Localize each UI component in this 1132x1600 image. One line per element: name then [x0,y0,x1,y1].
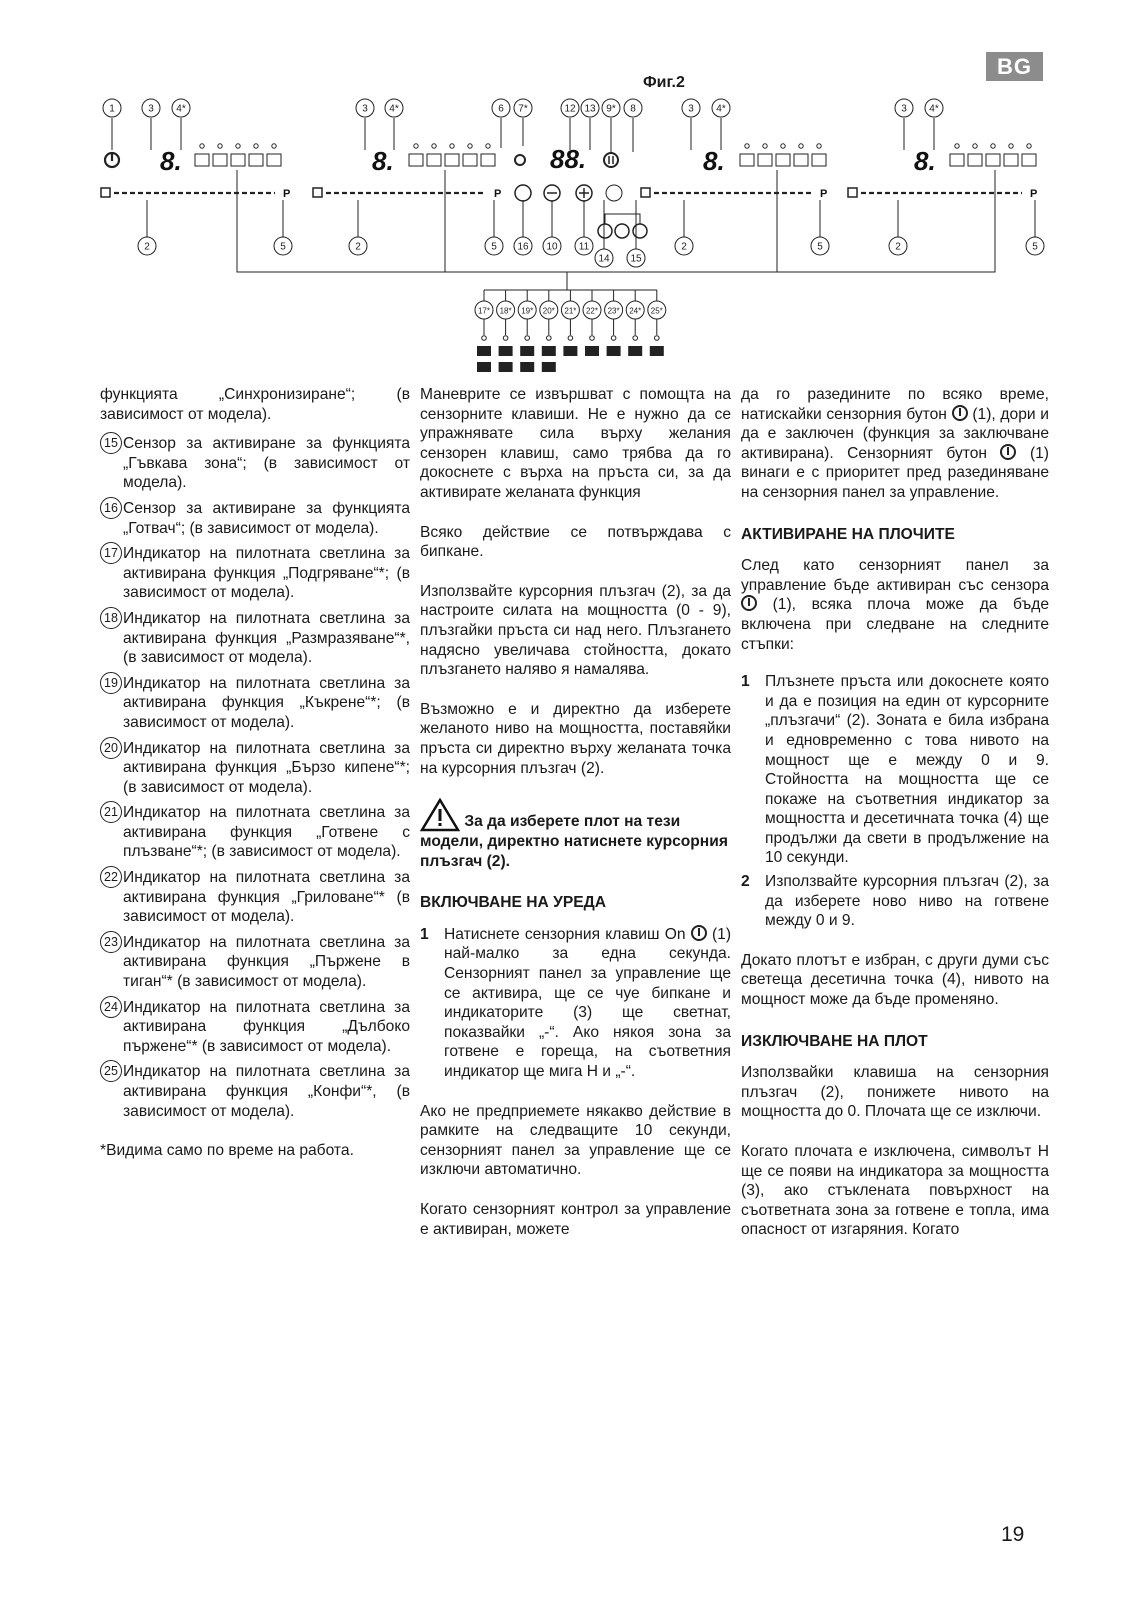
item-text: Индикатор на пилотната светлина за активирана функция „Къкрене“*; (в зависимост от модела). [123,674,410,731]
callout-5 [811,237,829,255]
led-dot [254,144,258,148]
text-span: (1) винаги е с приоритет пред разединяване на сензорния панел за управление. [741,444,1049,501]
svg-text:4*: 4* [929,103,939,115]
level-indicator [968,154,982,166]
func-led [503,336,508,341]
callout-5 [485,237,503,255]
function-icon [563,346,577,356]
svg-text:16: 16 [517,241,529,253]
callout-2 [675,237,693,255]
callout-14 [595,249,613,267]
item-number-badge: 21 [100,801,122,823]
led-dot [745,144,749,148]
text-span: (1), всяка плоча може да бъде включена при следване на следните стъпки: [741,596,1049,653]
paragraph: Когато сензорният контрол за управление е активиран, можете [420,1201,731,1238]
legend-item [100,803,410,862]
callout-3 [142,99,160,117]
item-text: Индикатор на пилотната светлина за активирана функция „Подгряване“*; (в зависимост от модела). [123,545,410,602]
svg-text:4*: 4* [176,103,186,115]
item-number-badge: 15 [100,432,122,454]
warning-triangle-icon [420,798,460,832]
level-indicator [1004,154,1018,166]
level-indicator [740,154,754,166]
level-indicator [213,154,227,166]
lock-icon [515,155,525,165]
led-dot [414,144,418,148]
svg-text:23*: 23* [607,306,620,316]
function-icon [628,346,642,356]
svg-text:10: 10 [546,241,558,253]
legend-item [100,868,410,927]
item-text: Индикатор на пилотната светлина за активирана функция „Конфи“*, (в зависимост от модела). [123,1063,410,1120]
svg-text:5: 5 [280,241,286,253]
item-number-badge: 25 [100,1060,122,1082]
callout-2 [889,237,907,255]
level-indicator [195,154,209,166]
callout-15 [627,249,645,267]
svg-text:21*: 21* [564,306,577,316]
level-indicator [445,154,459,166]
svg-text:24*: 24* [629,306,642,316]
led-dot [955,144,959,148]
paragraph: Използвайки клавиша на сензорния плъзгач (2), понижете нивото на мощността до 0. Плочата ще се изключи. [741,1064,1049,1121]
paragraph: Всяко действие се потвърждава с бипкане. [420,523,731,561]
svg-text:4*: 4* [716,103,726,115]
power-level-display: 8. [160,146,182,176]
svg-text:5: 5 [817,241,823,253]
paragraph: Докато плотът е избран, с други думи със светеща десетична точка (4), нивото на мощност може да бъде променяно. [741,951,1049,1009]
callout-16 [514,237,532,255]
function-icon [477,362,491,372]
column-3 [741,385,1049,1250]
callout-10 [543,237,561,255]
item-number-badge: 20 [100,737,122,759]
svg-text:5: 5 [1032,241,1038,253]
callout-12 [561,99,579,117]
level-indicator [950,154,964,166]
callout-7-star [514,99,532,117]
zone-select-icon [641,188,650,197]
item-number-badge: 18 [100,607,122,629]
callout-2 [138,237,156,255]
func-led [611,336,616,341]
paragraph: Възможно е и директно да изберете желаното ниво на мощността, поставяйки пръста си директно върху желаната точка на курсорния плъзгач (2). [420,700,731,777]
led-dot [272,144,276,148]
callout-22-star [583,301,601,319]
column-2 [420,385,731,1249]
led-dot [763,144,767,148]
svg-text:12: 12 [564,103,576,115]
svg-text:3: 3 [688,103,694,115]
svg-text:11: 11 [578,241,590,253]
svg-text:9*: 9* [606,103,616,115]
step [741,672,1049,868]
callout-25-star [648,301,666,319]
level-indicator [776,154,790,166]
led-dot [432,144,436,148]
pause-icon [604,153,618,167]
timer-display: 88. [550,144,587,174]
paragraph: Когато плочата е изключена, символът H ще се появи на индикатора за мощността (3), ако стъклената повърхност на съответната зона за готвене е топла, има опасност от изгаряния. Когато [741,1143,1049,1239]
led-dot [450,144,454,148]
svg-text:8: 8 [630,103,636,115]
callout-8 [624,99,642,117]
svg-text:2: 2 [355,241,361,253]
figure-title: Фиг.2 [643,74,685,91]
timer-key-icon [606,185,622,201]
svg-text:22*: 22* [585,306,599,316]
function-icon [542,362,556,372]
zone-select-icon [101,188,110,197]
callout-3 [682,99,700,117]
warning-text: За да изберете плот на тези модели, директно натиснете курсорния плъзгач (2). [420,813,728,870]
led-dot [1009,144,1013,148]
func-led [590,336,595,341]
item-text: Индикатор на пилотната светлина за активирана функция „Дълбоко пържене“* (в зависимост от модела). [123,998,410,1055]
legend-item [100,674,410,733]
step [741,872,1049,931]
svg-text:2: 2 [144,241,150,253]
footnote: *Видима само по време на работа. [100,1142,354,1160]
item-text: Сензор за активиране за функцията „Готвач“; (в зависимост от модела). [123,499,410,537]
callout-3 [356,99,374,117]
led-dot [973,144,977,148]
step-number: 2 [741,873,750,891]
level-indicator [231,154,245,166]
callout-4-star [712,99,730,117]
led-dot [799,144,803,148]
power-level-display: 8. [372,146,394,176]
section-heading: ИЗКЛЮЧВАНЕ НА ПЛОТ [741,1032,928,1050]
svg-text:3: 3 [148,103,154,115]
callout-1 [103,99,121,117]
power-level-display: 8. [914,146,936,176]
callout-3 [895,99,913,117]
step [420,925,731,1082]
callout-21-star [561,301,579,319]
svg-text:15: 15 [630,253,642,265]
svg-text:18*: 18* [499,306,512,316]
svg-text:2: 2 [681,241,687,253]
func-led [655,336,660,341]
svg-text:14: 14 [598,253,610,265]
func-led [547,336,552,341]
callout-11 [575,237,593,255]
item-number-badge: 16 [100,497,122,519]
func-led [525,336,530,341]
level-indicator [481,154,495,166]
level-indicator [267,154,281,166]
flex-zone-icon [633,224,647,238]
level-indicator [463,154,477,166]
level-indicator [986,154,1000,166]
step-text: Плъзнете пръста или докоснете която и да е позиция на един от курсорните „плъзгачи“ (2). Зоната е била избрана и едновременно с това нивото на мощност ще е между 0 и 9. Стойността на мощността ще се покаже на съответния индикатор за мощността и десетичната точка (4) ще продължи да свети в продължение на 10 секунди. [765,673,1049,867]
power-icon [1000,444,1016,460]
function-icon [477,346,491,356]
svg-text:5: 5 [491,241,497,253]
text-span: (1), дори и да е заключен (функция за заключване активирана). Сензорният бутон [741,405,1049,462]
svg-text:25*: 25* [650,306,663,316]
svg-text:19*: 19* [521,306,534,316]
column-1 [100,385,410,1171]
item-number-badge: 22 [100,866,122,888]
legend-item [100,609,410,668]
boost-key-icon: P [820,188,828,200]
function-icon [607,346,621,356]
function-icon [520,346,534,356]
item-text: Индикатор на пилотната светлина за активирана функция „Гриловане“* (в зависимост от модела). [123,869,410,926]
zone-select-icon [848,188,857,197]
svg-text:1: 1 [109,103,115,115]
text-span: да го разедините по всяко време, натискайки сензорния бутон [741,386,1049,423]
item-text: Индикатор на пилотната светлина за активирана функция „Размразяване“*, (в зависимост от модела). [123,609,410,667]
language-badge: BG [986,52,1043,81]
power-level-display: 8. [703,146,725,176]
page-number: 19 [1001,1523,1025,1546]
svg-text:2: 2 [895,241,901,253]
legend-item [100,998,410,1057]
item-text: Сензор за активиране за функцията „Гъвкава зона“; (в зависимост от модела). [123,435,410,492]
power-icon [691,925,707,941]
led-dot [200,144,204,148]
svg-text:13: 13 [584,103,596,115]
boost-key-icon: P [283,188,291,200]
paragraph [741,385,1049,503]
legend-item [100,1062,410,1121]
svg-text:7*: 7* [518,103,528,115]
item-number-badge: 23 [100,931,122,953]
paragraph: Използвайте курсорния плъзгач (2), за да настроите силата на мощността (0 - 9), плъзгайки пръста си над него. Плъзгането надясно увеличава стойността, докато плъзгането наляво я намалява. [420,582,731,679]
callout-5 [274,237,292,255]
callout-18-star [497,301,515,319]
step-number: 1 [741,673,750,691]
item-number-badge: 24 [100,996,122,1018]
step-text: (1) най-малко за една секунда. Сензорният панел за управление ще се активира, ще се чуе бипкане и индикаторите (3) ще светнат, показвайки „-“. Ако някоя зона за готвене е гореща, на съответния индикатор ще мига H и „-“. [444,925,732,1081]
function-icon [520,362,534,372]
led-dot [468,144,472,148]
flex-zone-icon [598,224,612,238]
boost-key-icon: P [494,188,502,200]
svg-text:3: 3 [901,103,907,115]
boost-key-icon: P [1030,188,1038,200]
paragraph: Маневрите се извършват с помощта на сензорните клавиши. Не е нужно да се упражнявате сила върху желания сензорен клавиш, само трябва да го докоснете с върха на пръста си, за да активирате желаната функция [420,386,731,501]
svg-text:4*: 4* [389,103,399,115]
callout-4-star [925,99,943,117]
callout-13 [581,99,599,117]
paragraph: Ако не предприемете някакво действие в рамките на следващите 10 секунди, сензорният панел за управление ще се изключи автоматично. [420,1102,731,1179]
callout-23-star [605,301,623,319]
callout-17-star [475,301,493,319]
step-text: Използвайте курсорния плъзгач (2), за да изберете ново ниво на готвене между 0 и 9. [765,873,1049,930]
led-dot [1027,144,1031,148]
step-number: 1 [420,925,429,943]
led-dot [991,144,995,148]
control-panel-diagram [0,0,1132,380]
callout-19-star [518,301,536,319]
callout-9-star [602,99,620,117]
level-indicator [758,154,772,166]
svg-text:3: 3 [362,103,368,115]
function-icon [650,346,664,356]
power-icon [952,405,968,421]
level-indicator [794,154,808,166]
intro-text: функцията „Синхронизиране“; (в зависимост от модела). [100,386,410,423]
flex-zone-icon [615,224,629,238]
callout-4-star [385,99,403,117]
led-dot [236,144,240,148]
legend-item [100,434,410,493]
led-dot [817,144,821,148]
item-text: Индикатор на пилотната светлина за активирана функция „Готвене с плъзване“*; (в зависимост от модела). [123,804,410,861]
level-indicator [1022,154,1036,166]
function-icon [585,346,599,356]
legend-item [100,933,410,992]
callout-4-star [172,99,190,117]
svg-text:6: 6 [498,103,504,115]
step-text: Натиснете сензорния клавиш On [444,925,686,943]
callout-24-star [626,301,644,319]
legend-item [100,499,410,538]
level-indicator [249,154,263,166]
led-dot [486,144,490,148]
func-led [633,336,638,341]
chef-key-icon [515,185,531,201]
section-heading: АКТИВИРАНЕ НА ПЛОЧИТЕ [741,525,955,543]
legend-item [100,739,410,798]
callout-2 [349,237,367,255]
function-icon [542,346,556,356]
callout-20-star [540,301,558,319]
func-led [482,336,487,341]
level-indicator [427,154,441,166]
item-text: Индикатор на пилотната светлина за активирана функция „Бързо кипене“*; (в зависимост от модела). [123,739,410,796]
led-dot [218,144,222,148]
section-heading: ВКЛЮЧВАНЕ НА УРЕДА [420,894,607,912]
item-number-badge: 19 [100,672,122,694]
function-icon [499,362,513,372]
level-indicator [812,154,826,166]
level-indicator [409,154,423,166]
func-led [568,336,573,341]
callout-6 [492,99,510,117]
warning-note [420,798,731,871]
legend-item [100,544,410,603]
svg-text:20*: 20* [542,306,555,316]
function-icon [499,346,513,356]
item-text: Индикатор на пилотната светлина за активирана функция „Пържене в тиган“* (в зависимост от модела). [123,933,410,991]
callout-5 [1026,237,1044,255]
item-number-badge: 17 [100,542,122,564]
power-icon [741,595,757,611]
legend-list [100,434,410,1121]
paragraph [741,556,1049,654]
led-dot [781,144,785,148]
zone-select-icon [313,188,322,197]
svg-text:17*: 17* [477,306,491,316]
text-span: След като сензорният панел за управление бъде активиран със сензора [741,557,1049,594]
